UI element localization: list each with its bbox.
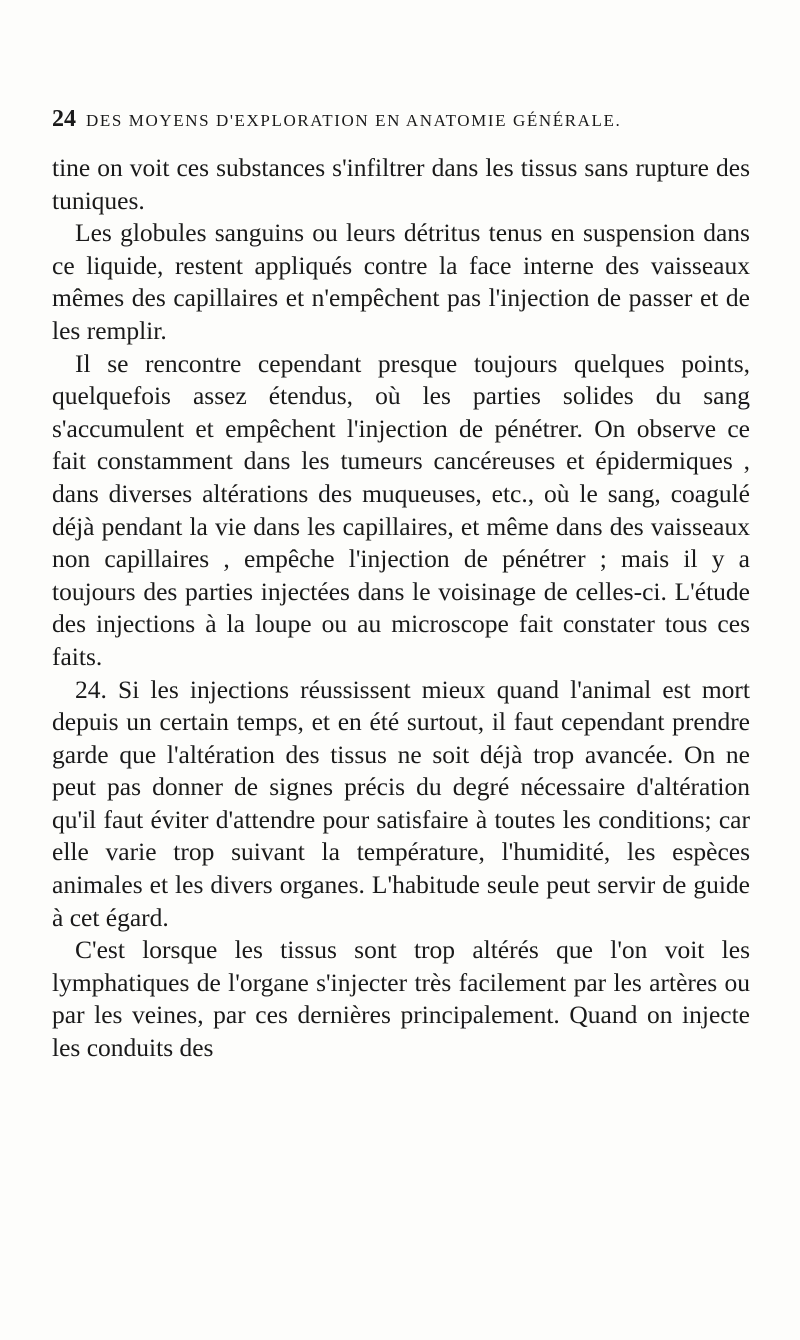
running-title: DES MOYENS D'EXPLORATION EN ANATOMIE GÉNÉRALE. (86, 111, 622, 130)
page-header (52, 106, 752, 133)
paragraph-lymphatiques: C'est lorsque les tissus sont trop altérés que l'on voit les lymphatiques de l'organe s'injecter très facilement par les artères ou par les veines, par ces dernières principalement. Quand on injecte les conduits des (52, 935, 750, 1063)
page-number: 24 (52, 106, 76, 132)
paragraph-globules: Les globules sanguins ou leurs détritus tenus en suspension dans ce liquide, restent appliqués contre la face interne des vaisseaux mêmes des capillaires et n'empêchent pas l'injection de passer et de les remplir. (52, 218, 750, 345)
body-text (52, 152, 750, 1065)
paragraph-rencontre: Il se rencontre cependant presque toujours quelques points, quelquefois assez étendus, où les parties solides du sang s'accumulent et empêchent l'injection de pénétrer. On observe ce fait constamment dans les tumeurs cancéreuses et épidermiques , dans diverses altérations des muqueuses, etc., où le sang, coagulé déjà pendant la vie dans les capillaires, et même dans des vaisseaux non capillaires , empêche l'injection de pénétrer ; mais il y a toujours des parties injectées dans le voisinage de celles-ci. L'étude des injections à la loupe ou au microscope fait constater tous ces faits. (52, 348, 750, 671)
paragraph-section-24: 24. Si les injections réussissent mieux quand l'animal est mort depuis un certain temps, et en été surtout, il faut cependant prendre garde que l'altération des tissus ne soit déjà trop avancée. On ne peut pas donner de signes précis du degré nécessaire d'altération qu'il faut éviter d'attendre pour satisfaire à toutes les conditions; car elle varie trop suivant la température, l'humidité, les espèces animales et les divers organes. L'habitude seule peut servir de guide à cet égard. (52, 674, 750, 932)
paragraph-continuation: tine on voit ces substances s'infiltrer dans les tissus sans rupture des tuniques. (52, 153, 750, 215)
